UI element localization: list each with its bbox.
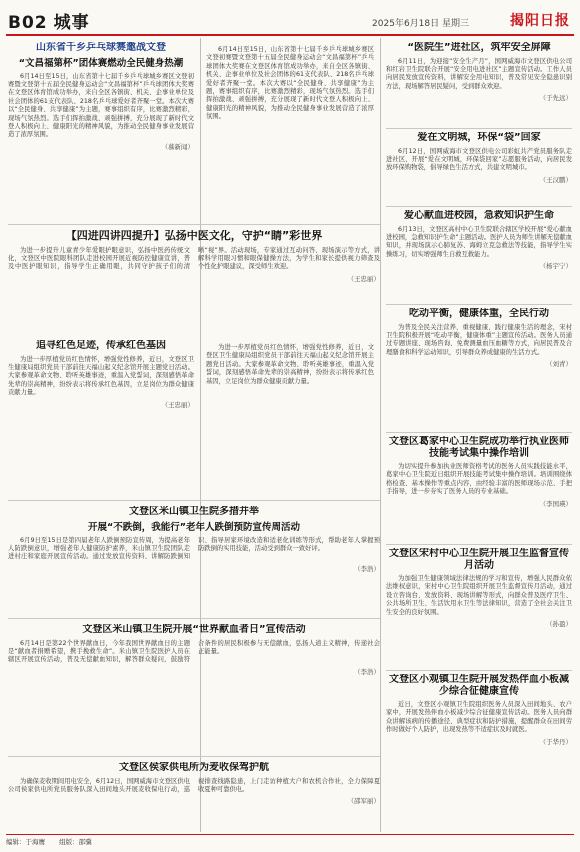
article-body: 6月14日至15日，山东省第十七届千乡乒乓球城乡赛区文登初赛暨文登第十五届全民健身运动会“文昌福第杯”乒乓球团体大奖赛在文登区体育馆成功举办，来自全区各镇街、机关、企事业单位及社会团体的61支代表队、218名乒乓球爱好者齐聚一堂。本次大赛以“全民健身、共享健康”为主题，赛事组织有序，比赛激烈精彩，现场气氛热烈。选手们挥拍激战、顽强拼搏，充分展现了新时代文登人积极向上、健康阳光的精神风貌，为推动全民健身事业发展营造了浓厚氛围。 [8,72,194,139]
article-body: 为进一步厚植党员红色情怀，增强党性修养，近日，文登区卫生健康局组织党员干部前往天福山起义纪念馆开展主题党日活动。大家参观革命文物、聆听英雄事迹，重温入党誓词，深刻感悟革命先辈的崇高精神，纷纷表示将传承红色基因，立足岗位为群众健康贡献力量。 [8,355,194,397]
article-subtitle: “文昌福第杯”团体赛燃动全民健身热潮 [18,57,184,69]
section-code-label: B02 [8,13,48,33]
article-title: 追寻红色足迹，传承红色基因 [36,340,166,351]
article-healthy-weight [386,308,572,428]
article-pingpong [8,42,194,220]
section-rule [8,618,380,619]
article-eco-bag [386,132,572,202]
article-title: 文登区葛家中心卫生院成功举行执业医师技能考试集中操作培训 [389,436,569,459]
article-body: 为确保麦收期间用电安全，6月12日，国网威海市文登区供电公司侯家供电所党员服务队深入田间地头开展麦收保电行动，巡视排查线路隐患，上门走访种植大户和农机合作社，全力保障夏收夏种可靠供电。 [8,777,380,793]
section-rule [8,224,380,225]
article-title: 爱心献血进校园，急救知识护生命 [404,210,554,221]
section-rule [8,500,380,501]
article-pingpong-continued [206,42,374,220]
article-body: 近日，文登区小观镇卫生院组织医务人员深入田间地头、农户家中，开展发热伴血小板减少综合征健康宣传活动。医务人员向群众讲解该病的传播途径、典型症状和防护措施，提醒群众在田间劳作时做好个人防护，出现发热等不适症状及时就医。 [386,701,572,734]
article-continuation [206,340,374,498]
article-body: 6月14日至15日，山东省第十七届千乡乒乓球城乡赛区文登初赛暨文登第十五届全民健身运动会“文昌福第杯”乒乓球团体大奖赛在文登区体育馆成功举办，来自全区各镇街、机关、企事业单位及社会团体的61支代表队、218名乒乓球爱好者齐聚一堂。本次大赛以“全民健身、共享健康”为主题，赛事组织有序，比赛激烈精彩，现场气氛热烈。选手们挥拍激战、顽强拼搏，充分展现了新时代文登人积极向上、健康阳光的精神风貌，为推动全民健身事业发展营造了浓厚氛围。 [206,46,374,121]
article-body: 为进一步提升儿童青少年爱眼护眼意识，弘扬中医药传统文化，文登区中医院眼科团队走进校园开展近视防控健康宣讲，普及中医护眼知识，指导学生正确用眼，共同守护孩子们的清晰“视”界。活动现场，专家通过互动问答、现场演示等方式，讲解科学用眼习惯和眼保健操方法，为学生和家长提供视力筛查及个性化护眼建议，深受师生欢迎。 [8,246,380,271]
article-author: （李浩） [354,667,380,676]
section-rule [386,670,572,671]
article-author: （王汉鹏） [539,175,572,184]
article-author: （杨宇宁） [539,262,572,271]
article-body: 6月9日至15日是第四届老年人跌倒预防宣传周，为提高老年人防跌倒意识，增强老年人健康防护素养，米山镇卫生院团队走进村庄和家庭开展宣传活动。通过发放宣传资料、讲解防跌倒知识、指导居家环境改造和适老化训练等形式，帮助老年人掌握预防跌倒的实用技能，活动受到群众一致好评。 [8,536,380,561]
article-safety-community [386,42,572,124]
page-footer [6,834,574,846]
article-body: 6月14日是第22个世界献血日，今年我国世界献血日的主题是“献血者捐赠希望，携手挽救生命”。米山镇卫生院医护人员在辖区开展宣传活动，普及无偿献血知识，解答群众疑问，鼓励符合条件的居民积极参与无偿献血，弘扬人道主义精神，传递社会正能量。 [8,639,380,664]
article-author: （王忠丽） [161,400,194,409]
article-body: 6月13日，文登区高村中心卫生院联合辖区学校开展“爱心献血进校园，急救知识护生命”主题活动。医护人员为师生讲解无偿献血知识，并现场演示心肺复苏、海姆立克急救法等技能，指导学生实操练习，切实增强师生自救互救能力。 [386,225,572,258]
section-name: 城事 [53,13,90,33]
article-title: 【四进四讲四提升】弘扬中医文化，守护“睛”彩世界 [65,230,323,242]
article-author: （刘青） [546,360,572,369]
editor-credit: 编辑：于海鹰 [6,838,45,846]
page-header [6,8,574,34]
article-body: 为加强卫生健康领域法律法规的学习和宣传，增强人民群众依法维权意识，宋村中心卫生院组织开展卫生监督宣传月活动，通过设立咨询台、发放资料、现场讲解等形式，向群众普及医疗卫生、公共场所卫生、生活饮用水卫生等法律知识，营造了全社会关注卫生安全的良好氛围。 [386,575,572,616]
section-rule [386,206,572,207]
article-title: 山东省千乡乒乓球赛邀战文登 [36,42,166,53]
article-first-aid [386,210,572,300]
article-title: 吃动平衡，健康体重，全民行动 [409,308,549,319]
article-title: “医院生”进社区，筑牢安全屏障 [407,42,551,53]
article-title: 爱在文明城，环保“袋”回家 [417,132,541,143]
section-rule [386,304,572,305]
article-wheat-harvest [8,762,380,834]
section-rule [386,544,572,545]
article-body: 为切实提升参加执业医师资格考试的医务人员实践技能水平，葛家中心卫生院近日组织开展技能考试集中操作培训。培训围绕体格检查、基本操作等重点内容，由经验丰富的医师现场示范、手把手指导，进一步夯实了医务人员的专业基础。 [386,463,572,496]
article-health-supervision [386,548,572,666]
issue-date: 2025年6月18日 星期三 [372,19,469,29]
article-author: （李国瑛） [539,499,572,508]
article-eye-care [8,230,380,338]
article-author: （于华丹） [539,737,572,746]
article-exam-training [386,436,572,540]
section-rule [386,432,572,433]
header-rule [6,34,574,36]
article-author: （李浩） [354,564,380,573]
article-title: 文登区米山镇卫生院开展“世界献血者日”宣传活动 [82,624,306,635]
article-body: 为进一步厚植党员红色情怀，增强党性修养，近日，文登区卫生健康局组织党员干部前往天福山起义纪念馆开展主题党日活动。大家参观革命文物、聆听英雄事迹，重温入党誓词，深刻感悟革命先辈的崇高精神，纷纷表示将传承红色基因，立足岗位为群众健康贡献力量。 [206,344,374,385]
column-divider-2 [380,38,381,832]
article-red-footprints [8,340,194,498]
article-author: （于先远） [539,94,572,103]
article-title: 文登区侯家供电所为麦收保驾护航 [119,762,269,773]
article-fever-syndrome [386,674,572,834]
article-author: （邵军丽） [347,797,380,806]
article-body: 6月11日，为迎接“安全生产月”，国网威海市文登区供电公司和红岩卫生院联合开展“安全用电进社区”主题宣传活动。工作人员向居民发放宣传资料，讲解安全用电知识，普及常见安全隐患识别方法，现场解答居民疑问，受到群众欢迎。 [386,57,572,90]
article-title: 文登区小观镇卫生院开展发热伴血小板减少综合征健康宣传 [389,674,569,697]
section-rule [386,128,572,129]
article-title: 文登区米山镇卫生院多措并举 [129,506,259,517]
article-body: 6月12日，国网威海市文登区供电公司彩虹共产党员服务队走进社区，开展“爱在文明城，环保袋回家”志愿服务活动，向居民发放环保购物袋，倡导绿色生活方式，共建文明城市。 [386,147,572,172]
article-author: （慕新闻） [161,142,194,151]
article-subtitle: 开展“不跌倒，我能行”老年人跌倒预防宣传周活动 [88,521,300,533]
article-author: （王忠丽） [347,274,380,283]
article-body: 为普及全民关注营养、重视健康、践行健康生活的理念，宋村卫生院积极开展“吃动平衡，健康体重”主题宣传活动。医务人员通过专题讲座、现场咨询、免费测量血压血糖等方式，向居民普及合理膳食和科学运动知识，引导群众养成健康的生活方式。 [386,323,572,356]
article-blood-donation [8,624,380,752]
article-title: 文登区宋村中心卫生院开展卫生监督宣传月活动 [389,548,569,571]
designer-credit: 组版：邵骥 [59,838,92,846]
section-code [8,8,90,33]
article-author: （孙盈） [546,620,572,629]
newspaper-logo: 揭阳日报 [510,13,570,29]
article-fall-prevention [8,506,380,614]
section-rule [8,756,380,757]
